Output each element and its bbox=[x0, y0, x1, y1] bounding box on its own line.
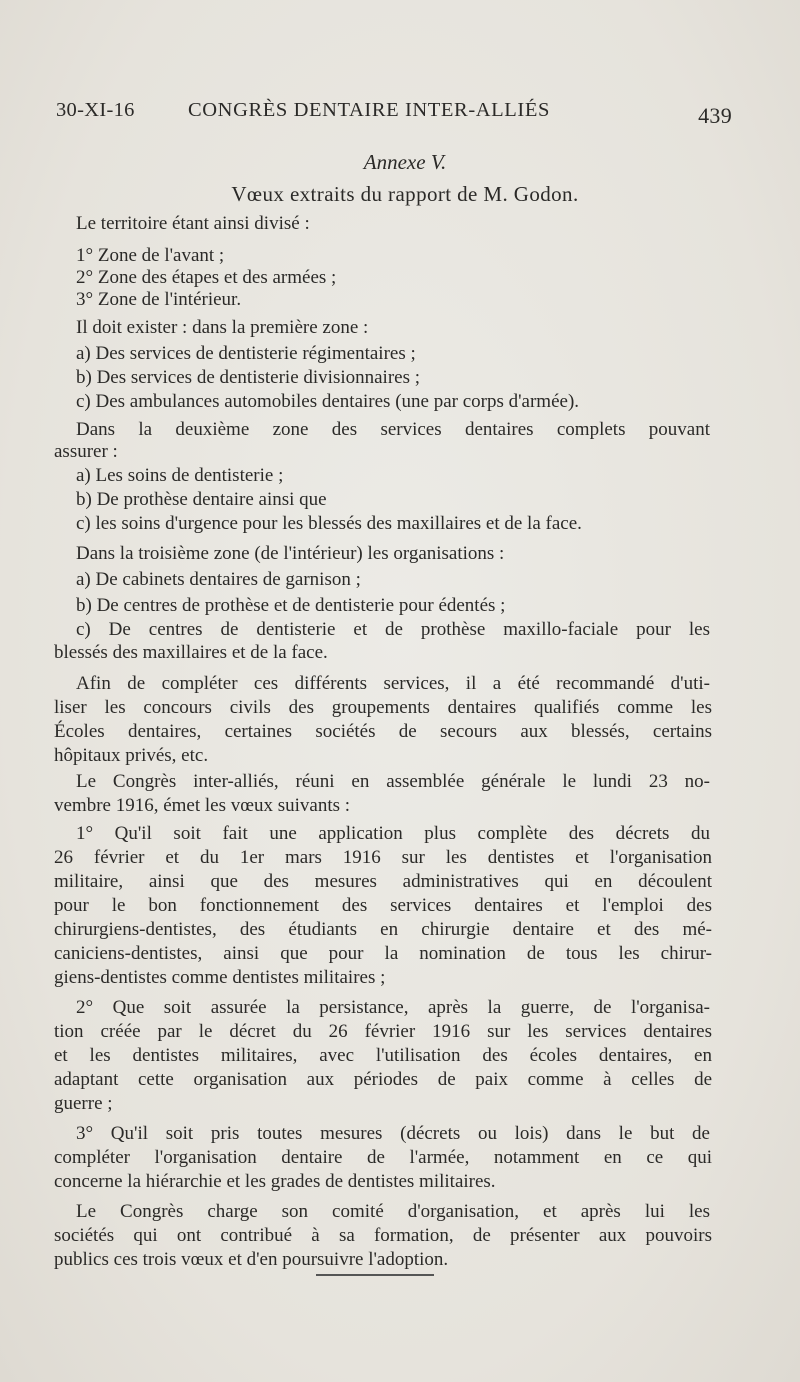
text-line: caniciens-dentistes, ainsi que pour la nomination de tous les chirur- bbox=[54, 943, 712, 964]
text-line: assurer : bbox=[54, 441, 118, 462]
list-item: 1° Zone de l'avant ; bbox=[76, 245, 225, 266]
header-date: 30-XI-16 bbox=[56, 99, 135, 121]
text-line: adaptant cette organisation aux périodes de paix comme à celles de bbox=[54, 1069, 712, 1090]
list-item: a) Des services de dentisterie régimentaires ; bbox=[76, 343, 416, 364]
end-rule bbox=[316, 1274, 434, 1276]
list-item: 3° Zone de l'intérieur. bbox=[76, 289, 242, 310]
text-line: Le Congrès inter-alliés, réuni en assemblée générale le lundi 23 no- bbox=[76, 771, 710, 792]
annex-subtitle-text: Vœux extraits du rapport de M. bbox=[231, 182, 514, 206]
list-item: b) De centres de prothèse et de dentisterie pour édentés ; bbox=[76, 595, 506, 616]
annex-subtitle-author: Godon. bbox=[513, 182, 579, 206]
text-line: sociétés qui ont contribué à sa formation, de présenter aux pouvoirs bbox=[54, 1225, 712, 1246]
text-line: Le territoire étant ainsi divisé : bbox=[76, 213, 310, 234]
list-item: c) les soins d'urgence pour les blessés des maxillaires et de la face. bbox=[76, 513, 582, 534]
text-line: 1° Qu'il soit fait une application plus complète des décrets du bbox=[76, 823, 710, 844]
text-line: concerne la hiérarchie et les grades de dentistes militaires. bbox=[54, 1171, 496, 1192]
text-line: guerre ; bbox=[54, 1093, 113, 1114]
annex-subtitle bbox=[10, 182, 800, 207]
list-item: a) De cabinets dentaires de garnison ; bbox=[76, 569, 361, 590]
text-line: Afin de compléter ces différents services, il a été recommandé d'uti- bbox=[76, 673, 710, 694]
text-line: Dans la troisième zone (de l'intérieur) les organisations : bbox=[76, 543, 505, 564]
text-line: tion créée par le décret du 26 février 1916 sur les services dentaires bbox=[54, 1021, 712, 1042]
text-line: 26 février et du 1er mars 1916 sur les dentistes et l'organisation bbox=[54, 847, 712, 868]
text-line: Écoles dentaires, certaines sociétés de secours aux blessés, certains bbox=[54, 721, 712, 742]
header-running-title: CONGRÈS DENTAIRE INTER-ALLIÉS bbox=[188, 99, 550, 121]
list-item: c) De centres de dentisterie et de prothèse maxillo-faciale pour les bbox=[76, 619, 710, 640]
text-line: 3° Qu'il soit pris toutes mesures (décrets ou lois) dans le but de bbox=[76, 1123, 710, 1144]
text-line: chirurgiens-dentistes, des étudiants en chirurgie dentaire et des mé- bbox=[54, 919, 712, 940]
text-line: Il doit exister : dans la première zone : bbox=[76, 317, 369, 338]
text-line: vembre 1916, émet les vœux suivants : bbox=[54, 795, 351, 816]
list-item: b) Des services de dentisterie divisionnaires ; bbox=[76, 367, 421, 388]
text-line: pour le bon fonctionnement des services dentaires et l'emploi des bbox=[54, 895, 712, 916]
list-item: a) Les soins de dentisterie ; bbox=[76, 465, 284, 486]
text-line: liser les concours civils des groupements dentaires qualifiés comme les bbox=[54, 697, 712, 718]
text-line: 2° Que soit assurée la persistance, après la guerre, de l'organisa- bbox=[76, 997, 710, 1018]
page-number: 439 bbox=[698, 103, 732, 128]
text-line: compléter l'organisation dentaire de l'armée, notamment en ce qui bbox=[54, 1147, 712, 1168]
text-line: giens-dentistes comme dentistes militaires ; bbox=[54, 967, 386, 988]
running-header bbox=[56, 97, 732, 131]
list-item: b) De prothèse dentaire ainsi que bbox=[76, 489, 327, 510]
text-line: hôpitaux privés, etc. bbox=[54, 745, 209, 766]
text-line: militaire, ainsi que des mesures administratives qui en découlent bbox=[54, 871, 712, 892]
text-line: blessés des maxillaires et de la face. bbox=[54, 642, 328, 663]
text-line: et les dentistes militaires, avec l'utilisation des écoles dentaires, en bbox=[54, 1045, 712, 1066]
text-line: publics ces trois vœux et d'en poursuivre l'adoption. bbox=[54, 1249, 449, 1270]
annex-title: Annexe V. bbox=[363, 150, 447, 174]
text-line: Le Congrès charge son comité d'organisation, et après lui les bbox=[76, 1201, 710, 1222]
list-item: c) Des ambulances automobiles dentaires (une par corps d'armée). bbox=[76, 391, 580, 412]
list-item: 2° Zone des étapes et des armées ; bbox=[76, 267, 337, 288]
text-line: Dans la deuxième zone des services dentaires complets pouvant bbox=[76, 419, 710, 440]
